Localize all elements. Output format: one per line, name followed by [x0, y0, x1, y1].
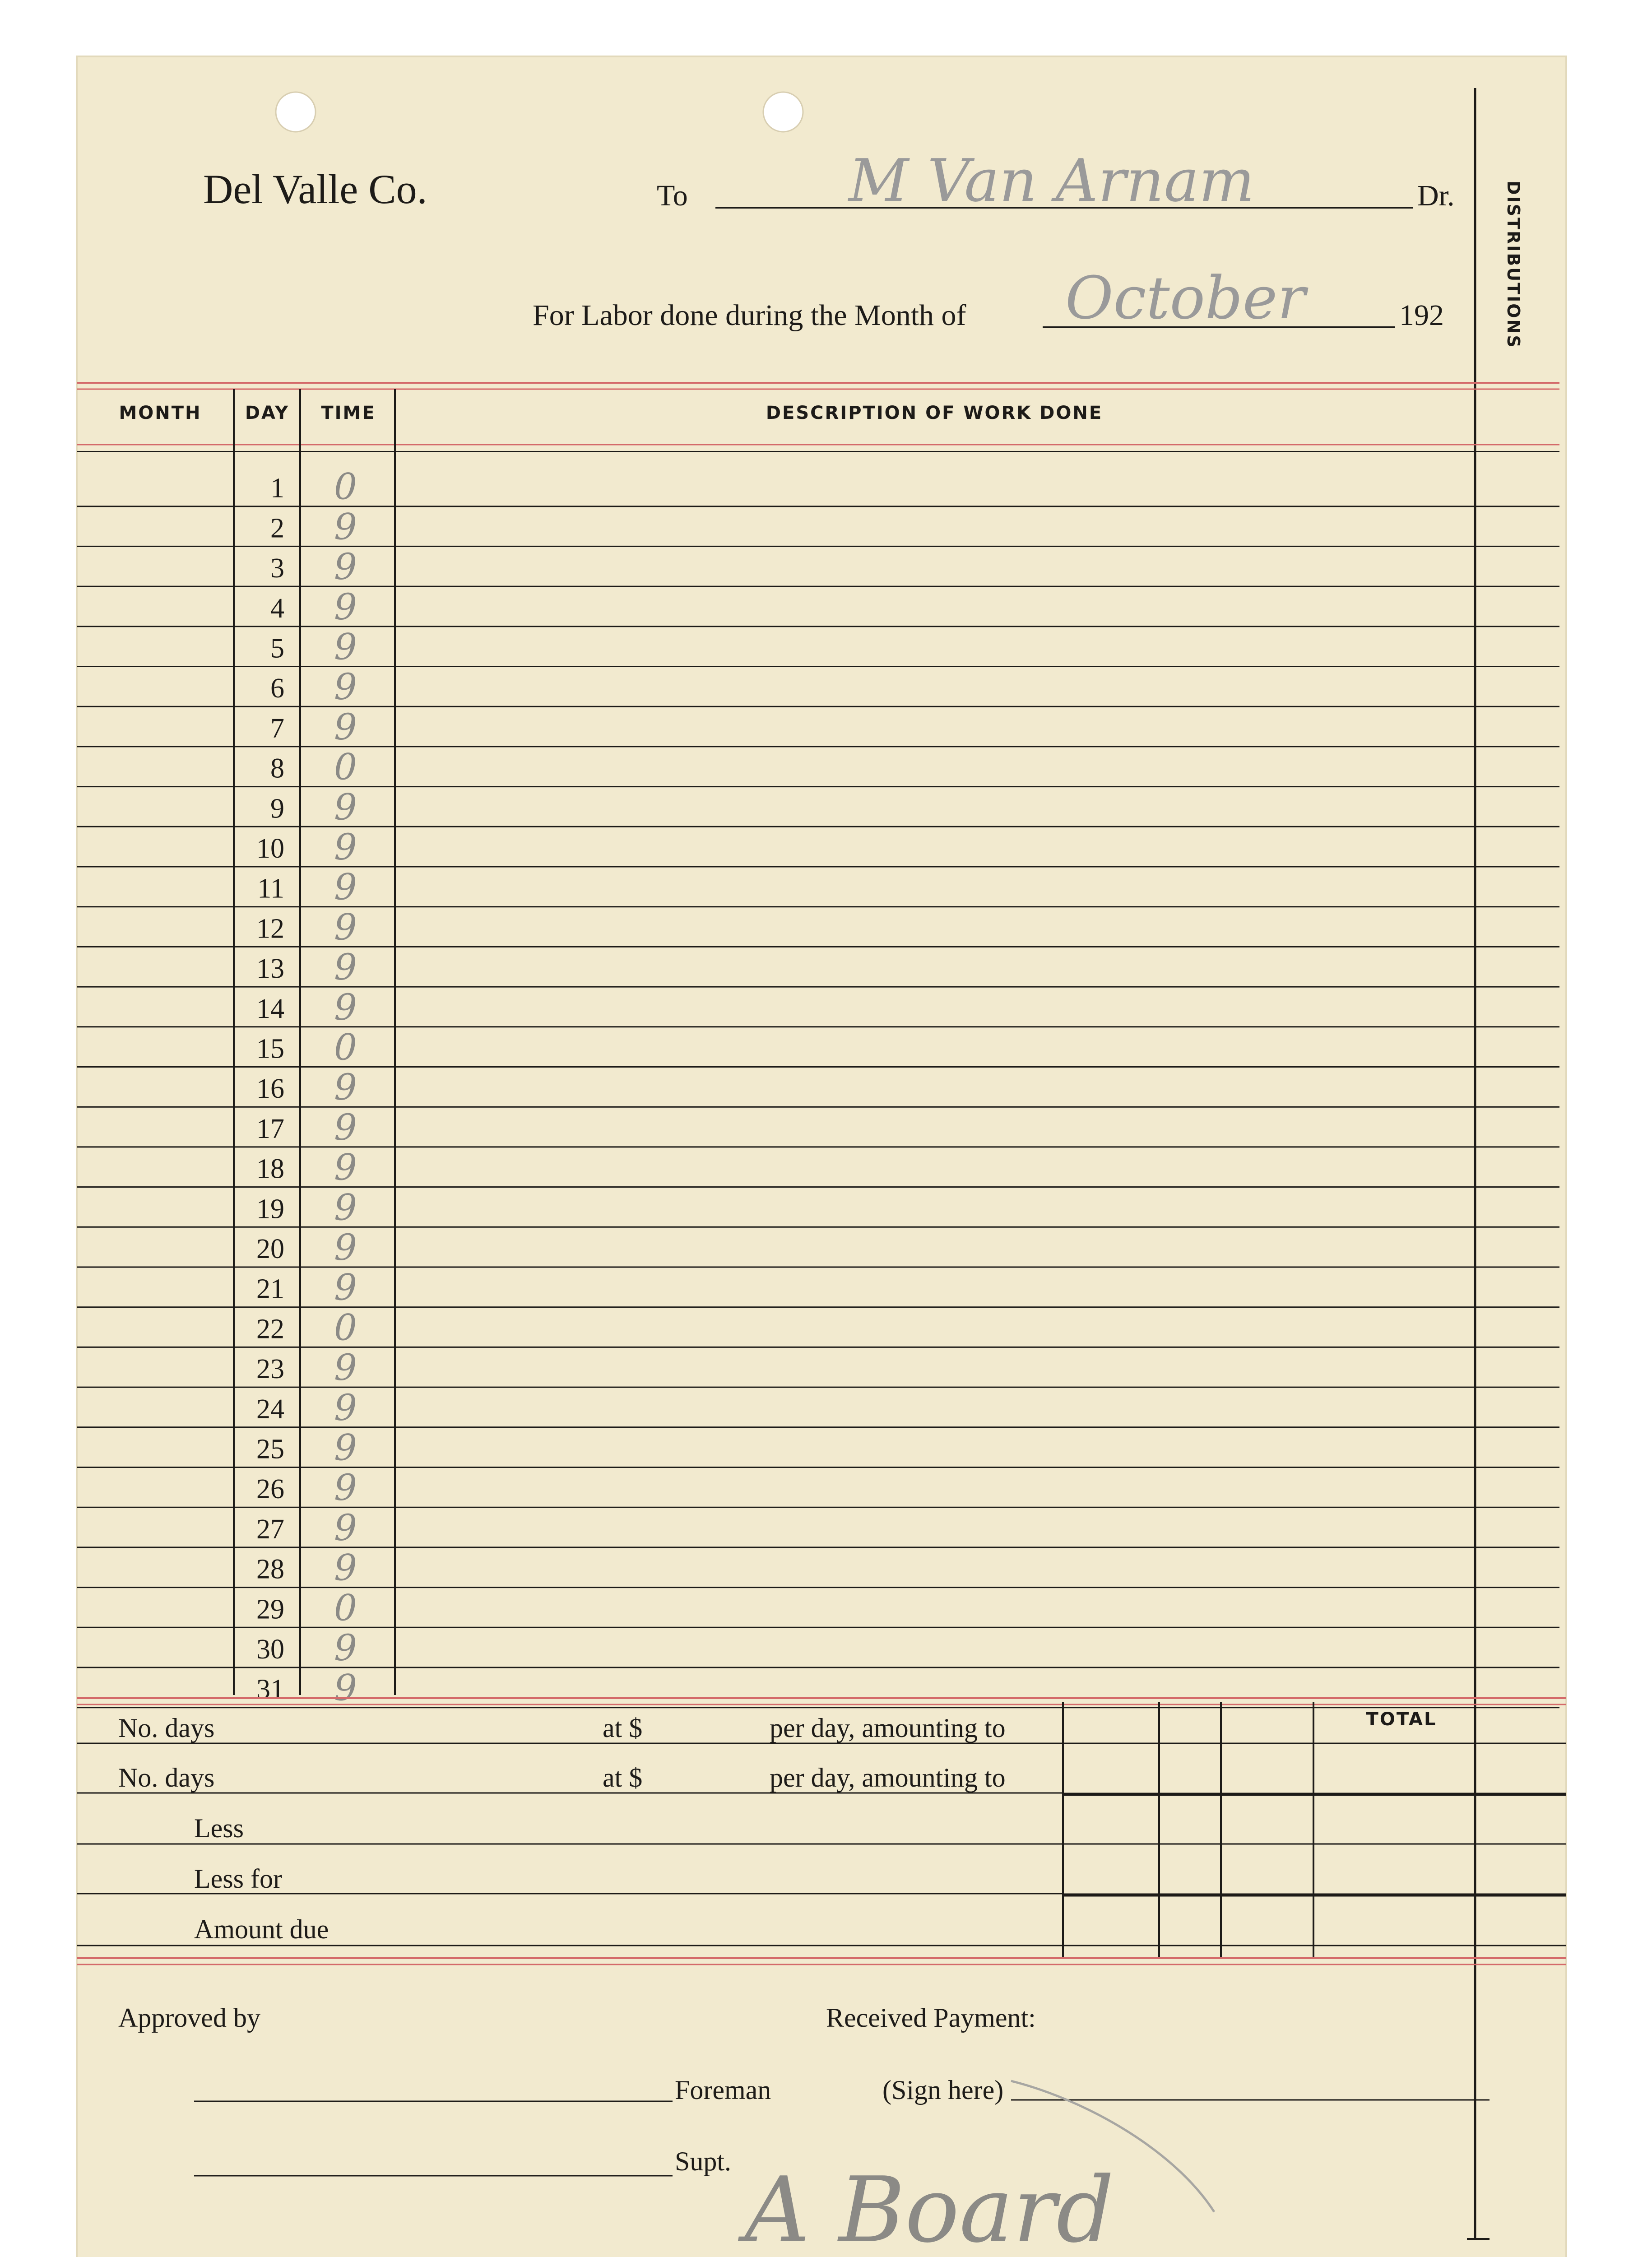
per-day-2: per day, amounting to — [770, 1763, 1006, 1793]
header-month: MONTH — [119, 403, 202, 423]
no-days-2: No. days — [118, 1763, 215, 1793]
day-number: 12 — [256, 913, 284, 944]
sign-here-label: (Sign here) — [882, 2075, 1004, 2105]
distributions-label: DISTRIBUTIONS — [1504, 181, 1523, 349]
day-number: 22 — [256, 1314, 284, 1345]
labor-month-label: For Labor done during the Month of — [533, 299, 966, 332]
less-label: Less — [194, 1813, 244, 1843]
time-value-handwritten: 9 — [334, 1506, 357, 1549]
day-number: 4 — [270, 593, 284, 624]
payee-signature-handwritten: A Board — [745, 2158, 1114, 2257]
time-value-handwritten: 9 — [334, 1066, 357, 1109]
day-number: 15 — [256, 1033, 284, 1064]
total-label: TOTAL — [1366, 1709, 1437, 1730]
time-value-handwritten: 0 — [334, 1587, 357, 1629]
approved-by-label: Approved by — [118, 2003, 260, 2033]
punch-hole-right — [763, 92, 803, 132]
foreman-label: Foreman — [675, 2075, 771, 2105]
day-number: 23 — [256, 1354, 284, 1385]
time-value-handwritten: 9 — [334, 706, 357, 748]
day-number: 5 — [270, 633, 284, 664]
time-value-handwritten: 9 — [334, 666, 357, 708]
time-value-handwritten: 9 — [334, 1546, 357, 1589]
day-number: 6 — [270, 673, 284, 704]
day-number: 16 — [256, 1073, 284, 1105]
to-label: To — [657, 179, 688, 212]
per-day-1: per day, amounting to — [770, 1713, 1006, 1743]
time-value-handwritten: 9 — [334, 1467, 357, 1509]
time-value-handwritten: 0 — [334, 465, 357, 508]
time-value-handwritten: 9 — [334, 906, 357, 948]
time-value-handwritten: 9 — [334, 946, 357, 989]
time-value-handwritten: 9 — [334, 786, 357, 828]
day-number: 28 — [256, 1554, 284, 1585]
time-value-handwritten: 9 — [334, 585, 357, 628]
time-value-handwritten: 9 — [334, 826, 357, 868]
company-name: Del Valle Co. — [203, 166, 427, 212]
less-for-label: Less for — [194, 1864, 282, 1894]
amount-due-label: Amount due — [194, 1914, 329, 1944]
time-value-handwritten: 9 — [334, 1186, 357, 1229]
time-value-handwritten: 9 — [334, 1146, 357, 1189]
time-value-handwritten: 9 — [334, 1226, 357, 1268]
time-value-handwritten: 9 — [334, 1667, 357, 1709]
time-value-handwritten: 9 — [334, 1386, 357, 1429]
day-number: 14 — [256, 993, 284, 1024]
day-number: 19 — [256, 1194, 284, 1225]
time-value-handwritten: 0 — [334, 1306, 357, 1349]
day-number: 3 — [270, 553, 284, 584]
day-number: 25 — [256, 1434, 284, 1465]
day-number: 9 — [270, 793, 284, 824]
to-name-handwritten: M Van Arnam — [849, 146, 1255, 215]
day-number: 29 — [256, 1594, 284, 1625]
received-payment-label: Received Payment: — [826, 2003, 1036, 2033]
time-value-handwritten: 9 — [334, 1266, 357, 1309]
at-2: at $ — [603, 1763, 643, 1793]
header-day: DAY — [245, 403, 290, 423]
day-number: 20 — [256, 1234, 284, 1264]
at-1: at $ — [603, 1713, 643, 1743]
header-time: TIME — [321, 403, 376, 423]
time-value-handwritten: 0 — [334, 746, 357, 788]
day-number: 30 — [256, 1634, 284, 1665]
day-number: 27 — [256, 1514, 284, 1545]
day-number: 13 — [256, 953, 284, 985]
time-value-handwritten: 9 — [334, 986, 357, 1028]
time-value-handwritten: 9 — [334, 866, 357, 908]
supt-label: Supt. — [675, 2146, 732, 2176]
day-number: 31 — [256, 1674, 284, 1705]
day-number: 1 — [270, 473, 284, 504]
month-handwritten: October — [1065, 264, 1306, 332]
day-number: 11 — [257, 873, 284, 904]
time-value-handwritten: 9 — [334, 506, 357, 548]
time-value-handwritten: 9 — [334, 1347, 357, 1389]
time-value-handwritten: 9 — [334, 546, 357, 588]
day-number: 24 — [256, 1393, 284, 1425]
no-days-1: No. days — [118, 1713, 215, 1743]
day-number: 21 — [256, 1273, 284, 1305]
day-number: 2 — [270, 513, 284, 544]
day-number: 18 — [256, 1153, 284, 1184]
day-number: 7 — [270, 713, 284, 744]
year-prefix: 192 — [1399, 299, 1444, 332]
day-number: 8 — [270, 753, 284, 784]
time-value-handwritten: 0 — [334, 1026, 357, 1068]
time-value-handwritten: 9 — [334, 1106, 357, 1148]
day-number: 26 — [256, 1474, 284, 1505]
time-value-handwritten: 9 — [334, 626, 357, 668]
punch-hole-left — [276, 92, 316, 132]
time-value-handwritten: 9 — [334, 1627, 357, 1669]
header-description: DESCRIPTION OF WORK DONE — [766, 403, 1103, 423]
dr-label: Dr. — [1417, 179, 1455, 212]
time-value-handwritten: 9 — [334, 1426, 357, 1469]
day-number: 17 — [256, 1113, 284, 1144]
day-number: 10 — [256, 833, 284, 864]
